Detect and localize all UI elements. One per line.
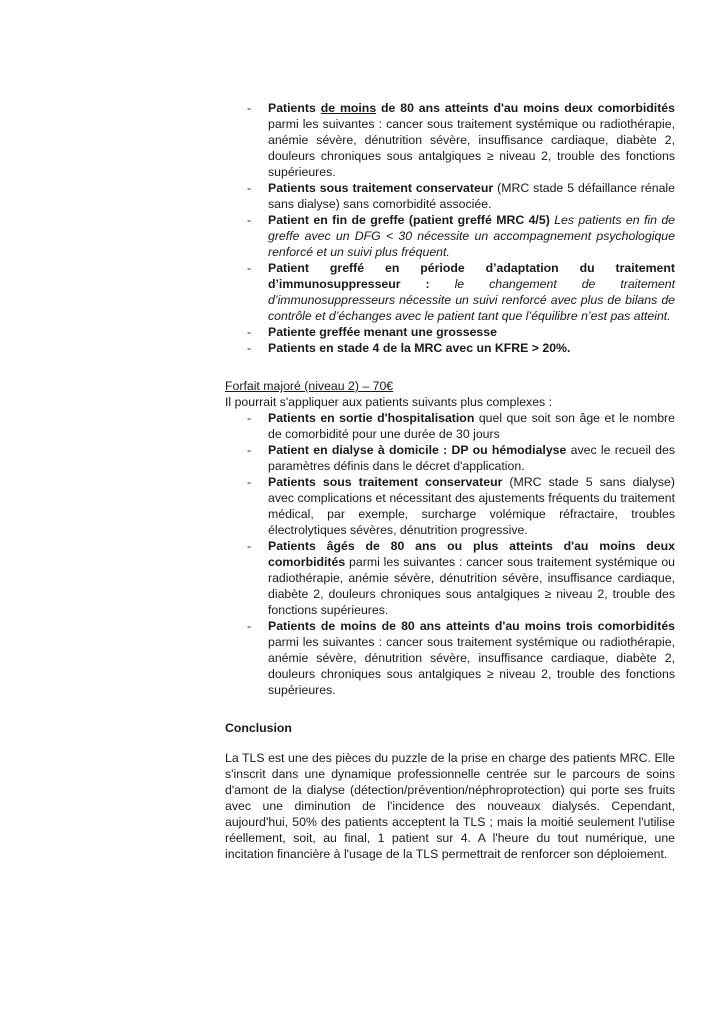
item-bold: de 80 ans atteints d'au moins deux comorbidités [376, 101, 675, 115]
item-italic: Les patients en fin de greffe avec un DFG < 30 nécessite un accompagnement psychologique renforcé et un suivi plus fréquent. [268, 213, 676, 259]
list-item [225, 538, 675, 618]
section-intro: Il pourrait s'appliquer aux patients suivants plus complexes : [225, 395, 553, 409]
bullet-dash: - [247, 181, 252, 195]
bullet-dash: - [247, 341, 252, 355]
list-item [225, 410, 675, 442]
bullet-dash: - [247, 325, 252, 339]
item-bold: Patients sous traitement conservateur [268, 181, 494, 195]
item-bold: Patients en stade 4 de la MRC avec un KFRE > 20%. [268, 341, 571, 355]
item-text: parmi les suivantes : cancer sous traitement systémique ou radiothérapie, anémie sévère, dénutrition sévère, insuffisance cardiaque, diabète 2, douleurs chroniques sous antalgiques ≥ niveau 2, trouble des fonctions supérieures. [268, 555, 675, 617]
list-forfait-niveau-1-continued [225, 100, 675, 356]
item-text: avec le recueil des paramètres définis dans le décret d'application. [268, 443, 676, 473]
item-text: (MRC stade 5 défaillance rénale sans dialyse) sans comorbidité associée. [268, 181, 675, 211]
bullet-dash: - [247, 443, 252, 457]
document-page [225, 100, 675, 862]
list-item [225, 100, 675, 180]
bullet-dash: - [247, 539, 252, 553]
list-item [225, 212, 675, 260]
item-text: (MRC stade 5 sans dialyse) avec complications et nécessitant des ajustements fréquents du traitement médical, par exemple, surcharge volémique réfractaire, troubles électrolytiques sévères, dénutrition progressive. [268, 475, 675, 537]
item-text: parmi les suivantes : cancer sous traitement systémique ou radiothérapie, anémie sévère, dénutrition sévère, insuffisance cardiaque, diabète 2, douleurs chroniques sous antalgiques ≥ niveau 2, trouble des fonctions supérieures. [268, 117, 675, 179]
list-item [225, 324, 675, 340]
item-bold: Patients âgés de 80 ans ou plus atteints d'au moins deux comorbidités [268, 539, 675, 569]
item-italic: le changement de traitement d’immunosuppresseurs nécessite un suivi renforcé avec plus de bilans de contrôle et d’échanges avec le patient tant que l’équilibre n’est pas atteint. [268, 277, 676, 323]
conclusion-heading: Conclusion [225, 721, 292, 735]
item-bold-underline: de moins [320, 101, 377, 115]
item-text: parmi les suivantes : cancer sous traitement systémique ou radiothérapie, anémie sévère, dénutrition sévère, insuffisance cardiaque, diabète 2, douleurs chroniques sous antalgiques ≥ niveau 2, trouble des fonctions supérieures. [268, 635, 675, 697]
list-item [225, 340, 675, 356]
bullet-dash: - [247, 411, 252, 425]
item-bold: Patient en dialyse à domicile : DP ou hémodialyse [268, 443, 567, 457]
item-bold: Patient greffé en période d’adaptation du traitement d’immunosuppresseur : [268, 261, 675, 291]
bullet-dash: - [247, 475, 252, 489]
item-text [430, 277, 455, 291]
bullet-dash: - [247, 213, 252, 227]
item-bold: Patient en fin de greffe (patient greffé MRC 4/5) [268, 213, 550, 227]
list-forfait-majore [225, 410, 675, 698]
item-bold: Patients de moins de 80 ans atteints d'au moins trois comorbidités [268, 619, 675, 633]
section-title-forfait-majore: Forfait majoré (niveau 2) – 70€ [225, 379, 394, 393]
list-item [225, 474, 675, 538]
bullet-dash: - [247, 101, 252, 115]
list-item [225, 260, 675, 324]
bullet-dash: - [247, 619, 252, 633]
list-item [225, 180, 675, 212]
item-bold: Patients sous traitement conservateur [268, 475, 503, 489]
bullet-dash: - [247, 261, 252, 275]
item-text: quel que soit son âge et le nombre de comorbidité pour une durée de 30 jours [268, 411, 675, 441]
item-bold: Patients en sortie d'hospitalisation [268, 411, 475, 425]
list-item [225, 618, 675, 698]
conclusion-paragraph: La TLS est une des pièces du puzzle de la prise en charge des patients MRC. Elle s'inscrit dans une dynamique professionnelle centrée sur le parcours de soins d'amont de la dialyse (détection/prévention/néphroprotection) qui porte ses fruits avec une diminution de l'incidence des nouveaux dialysés. Cependant, aujourd'hui, 50% des patients acceptent la TLS ; mais la moitié seulement l'utilise réellement, soit, au final, 1 patient sur 4. A l'heure du tout numérique, une incitation financière à l'usage de la TLS permettrait de renforcer son déploiement. [225, 751, 675, 861]
item-bold: Patients [268, 101, 321, 115]
list-item [225, 442, 675, 474]
item-bold: Patiente greffée menant une grossesse [268, 325, 497, 339]
